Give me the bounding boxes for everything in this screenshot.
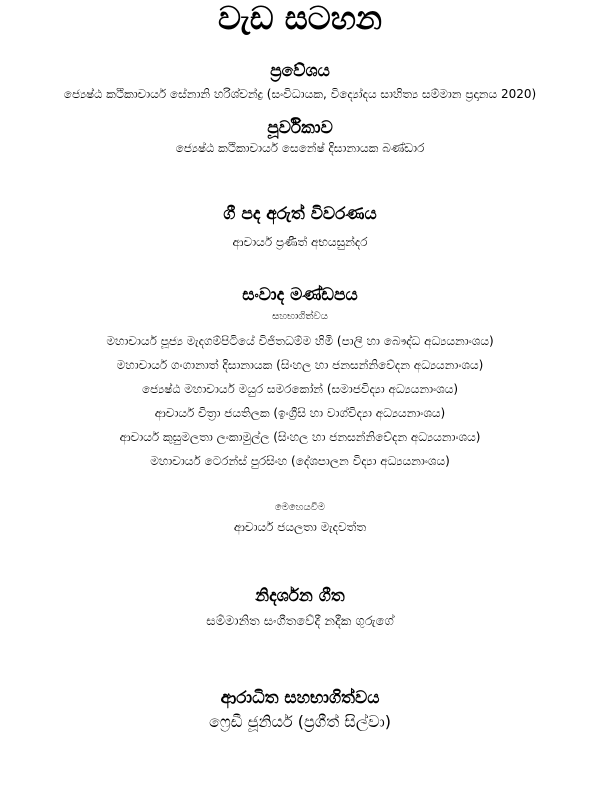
section-heading-lyrics: ගී පද අරුත් විවරණය [223, 204, 377, 224]
panel-member: මහාචාර්ය ටෙරන්ස් පුරසිංහ (දේශපාලන විද්‍යා අධ්‍යයනාංශය) [150, 454, 450, 468]
panel-member: ජ්‍යෙෂ්ඨ මහාචාර්ය මයුර සමරකෝන් (සමාජවිද්‍යා අධ්‍යයනාංශය) [141, 382, 459, 396]
panel-member: ආචාර්ය කුසුමලතා ලංකාමුල්ල (සිංහල හා ජනසන්නිවේදන අධ්‍යයනාංශය) [119, 430, 481, 444]
section-text: ෆ්‍රෙඩී ජූනියර් (ප්‍රගීත් සිල්වා) [208, 712, 392, 731]
section-heading-panel: සංවාද මණ්ඩපය [242, 285, 358, 305]
section-heading-guest: ආරාධිත සහභාගිත්වය [220, 688, 380, 708]
section-heading-preface: පූර්විකාව [267, 118, 333, 138]
section-heading-introduction: ප්‍රවේශය [270, 61, 330, 81]
panel-member: ආචාර්ය චිත්‍රා ජයතිලක (ඉංග්‍රීසි හා වාග්විද්‍යා අධ්‍යයනාංශය) [154, 406, 446, 420]
page-title: වැඩ සටහන [218, 0, 382, 37]
moderator-label: මෙහෙයවීම [274, 502, 326, 513]
section-text: ජ්‍යෙෂ්ඨ කථිකාචාර්ය සේනානි හරිශ්චන්ද්‍ර (සංවිධායක, විද්‍යෝදය සාහිත්‍ය සම්මාන ප්‍රදානය 2020) [63, 87, 537, 101]
panel-member: මහාචාර්ය ගංගානාත් දිසානායක (සිංහල හා ජනසන්නිවේදන අධ්‍යයනාංශය) [116, 358, 484, 372]
panel-member: මහාචාර්ය පූජ්‍ය මැදගම්පිටියේ විජිතධම්ම හිමි (පාලි හා බෞද්ධ අධ්‍යයනාංශය) [106, 334, 494, 348]
moderator-name: ආචාර්ය ජයලතා මැදවත්ත [233, 520, 367, 534]
section-heading-songs: නිදර්ශන ගීත [255, 586, 345, 606]
section-text: ආචාර්ය ප්‍රණීත් අභයසුන්දර [232, 235, 368, 249]
section-text: ජ්‍යෙෂ්ඨ කථිකාචාර්ය සෙනේෂ් දිසානායක බණ්ඩාර [175, 141, 425, 155]
section-text: සම්මානිත සංගීතවේදී නදීක ගුරුගේ [206, 614, 394, 629]
participants-label: සහභාගිත්වය [272, 311, 328, 322]
